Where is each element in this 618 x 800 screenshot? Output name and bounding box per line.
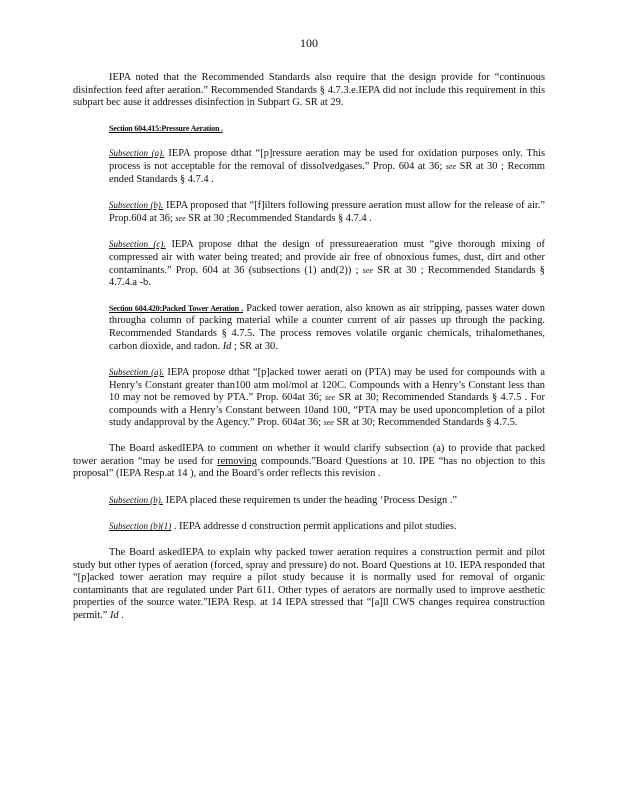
- paragraph-board-question-removing: [73, 443, 545, 481]
- paragraph-text: IEPA propose dthat “[p]ressure aeration may be used for oxidation purposes only. This process is not acceptable for the removal of dissolvedgases.” Prop. 604 at 36;: [109, 148, 545, 172]
- citation-text: SR at 30 ; Recommended Standards § 4.7.4.a -b.: [109, 264, 545, 289]
- page-number: 100: [300, 36, 318, 50]
- underlined-word: removing: [217, 455, 257, 467]
- subsection-label: Subsection (a).: [109, 367, 164, 378]
- paragraph-604-415-a: [73, 147, 545, 186]
- see-signal: see: [445, 161, 457, 171]
- paragraph-board-question-permit: [73, 547, 545, 623]
- id-signal: Id: [109, 610, 119, 621]
- citation-text: .: [121, 610, 124, 621]
- id-signal: Id: [222, 340, 232, 352]
- citation-text: SR at 30 ; Recomm ended Standards § 4.7.4 .: [109, 160, 545, 185]
- paragraph-604-420: [73, 303, 545, 353]
- citation-text: SR at 30 ;Recommended Standards § 4.7.4 .: [188, 212, 372, 224]
- see-signal: see: [323, 418, 334, 428]
- paragraph-text: IEPA proposed that “[f]ilters following pressure aeration must allow for the release of air.” Prop.604 at 36;: [109, 200, 545, 224]
- paragraph-text: IEPA propose dthat “[p]acked tower aerati on (PTA) may be used for compounds with a Henry’s Constant greater than100 atm mol/mol at 120C. Compounds with a Henry’s Constant less than 10 may not be removed by PTA.” Prop. 604at 36;: [109, 367, 545, 404]
- paragraph-604-415-b: [73, 199, 545, 225]
- paragraph-604-420-b: [73, 494, 545, 508]
- citation-text: ; SR at 30.: [233, 340, 278, 352]
- citation-text: SR at 30; Recommended Standards § 4.7.5.: [336, 417, 518, 429]
- paragraph-text: IEPA placed these requiremen ts under the heading ‘Process Design .”: [165, 494, 457, 506]
- subsection-label: Subsection (c).: [109, 239, 166, 250]
- paragraph-text: Packed tower aeration, also known as air stripping, passes water down througha column of packing material while a counter current of air passes up through the packing. Recommended Standards § 4.7.5. The process removes volatile organic chemicals, trihalomethanes, carbon dioxide, and radon.: [109, 302, 545, 352]
- paragraph-text: The Board askedIEPA to comment on whether it would clarify subsection (a) to provide that packed tower aeration “may be used for: [73, 443, 545, 467]
- section-heading-604-420: Section 604.420:Packed Tower Aeration .: [109, 303, 244, 313]
- see-signal: see: [362, 265, 374, 275]
- paragraph-text: compounds.”Board Questions at 10. IPE “has no objection to this proposal” (IEPA Resp.at 14 ), and the Board’s order reflects this revision .: [73, 455, 546, 480]
- paragraph-text: The Board askedIEPA to explain why packed tower aeration requires a construction permit and pilot study but other types of aeration (forced, spray and pressure) do not. Board Questions at 10. IEPA responded that “[p]acked tower aeration may require a pilot study because it is normally used for removal of organic contaminants that are regulated under Part 611. Other types of aerators are normally used to improve aesthetic properties of the source water.”IEPA Resp. at 14 IEPA stressed that “[a]ll CWS changes requirea construction permit.”: [73, 547, 545, 621]
- paragraph-text: . IEPA addresse d construction permit applications and pilot studies.: [173, 521, 457, 533]
- paragraph-disinfection: IEPA noted that the Recommended Standards also require that the design provide for “continuous disinfection feed after aeration.” Recommended Standards § 4.7.3.e.IEPA did not include this requirement in this subpart bec ause it addresses disinfection in Subpart G. SR at 29.: [73, 72, 545, 109]
- see-signal: see: [175, 213, 186, 223]
- subsection-label: Subsection (a).: [109, 148, 165, 159]
- section-heading-604-415: Section 604.415:Pressure Aeration .: [109, 123, 223, 133]
- paragraph-604-420-b-1: [73, 520, 545, 534]
- subsection-label: Subsection (b)(1): [109, 521, 172, 532]
- paragraph-text: SR at 30; Recommended Standards § 4.7.5 . For compounds with a Henry’s Constant between 10and 100, “PTA may be used uponcompletion of a pilot study andapproval by the Agency.” Prop. 604at 36;: [109, 392, 546, 429]
- paragraph-604-415-c: [73, 238, 545, 289]
- subsection-label: Subsection (b).: [109, 200, 164, 211]
- paragraph-text: IEPA propose dthat the design of pressureaeration must “give thorough mixing of compressed air with water being treated; and provide air free of obnoxious fumes, dust, dirt and other contaminants.” Prop. 604 at 36 (subsections (1) and(2)) ;: [109, 239, 545, 276]
- paragraph-604-420-a: [73, 366, 545, 430]
- see-signal: see: [325, 393, 336, 403]
- subsection-label: Subsection (b).: [109, 494, 163, 505]
- page-body: [73, 72, 545, 636]
